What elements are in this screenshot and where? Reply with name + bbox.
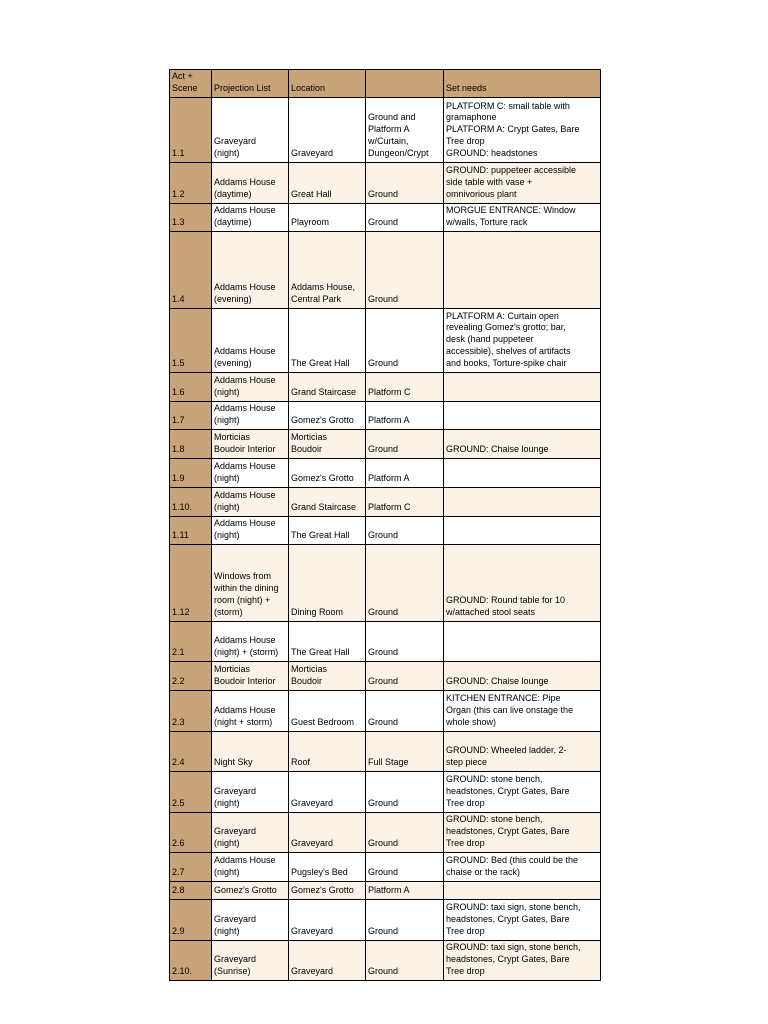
platform-cell: Full Stage [366, 731, 444, 771]
scene-cell: 2.2 [170, 661, 212, 690]
platform-cell: Ground [366, 203, 444, 231]
header-platform [366, 70, 444, 98]
table-row [170, 852, 601, 881]
scene-cell: 1.1 [170, 97, 212, 162]
projection-cell: Addams House (evening) [212, 231, 289, 308]
scene-cell: 1.10. [170, 487, 212, 516]
projection-cell: Gomez's Grotto [212, 881, 289, 899]
set-needs-cell: GROUND: Wheeled ladder, 2- step piece [444, 731, 601, 771]
table-row [170, 487, 601, 516]
table-row [170, 516, 601, 544]
projection-cell: Morticias Boudoir Interior [212, 429, 289, 458]
set-needs-cell: GROUND: stone bench, headstones, Crypt Gates, Bare Tree drop [444, 812, 601, 852]
scene-cell: 1.3 [170, 203, 212, 231]
scene-cell: 2.10. [170, 940, 212, 980]
set-needs-cell: GROUND: Chaise lounge [444, 429, 601, 458]
table-row [170, 621, 601, 661]
set-needs-cell: MORGUE ENTRANCE: Window w/walls, Torture rack [444, 203, 601, 231]
location-cell: Graveyard [289, 812, 366, 852]
projection-cell: Addams House (night) [212, 516, 289, 544]
set-needs-cell: GROUND: stone bench, headstones, Crypt Gates, Bare Tree drop [444, 771, 601, 812]
table-row [170, 372, 601, 401]
platform-cell: Ground [366, 940, 444, 980]
platform-cell: Ground [366, 621, 444, 661]
platform-cell: Platform C [366, 372, 444, 401]
platform-cell: Ground [366, 429, 444, 458]
projection-cell: Graveyard (Sunrise) [212, 940, 289, 980]
projection-cell: Graveyard (night) [212, 97, 289, 162]
set-needs-cell: GROUND: taxi sign, stone bench, headstones, Crypt Gates, Bare Tree drop [444, 899, 601, 940]
scene-cell: 1.5 [170, 308, 212, 372]
platform-cell: Ground [366, 690, 444, 731]
table-row [170, 881, 601, 899]
platform-cell: Ground [366, 899, 444, 940]
table-row [170, 429, 601, 458]
scene-cell: 2.4 [170, 731, 212, 771]
scene-cell: 1.8 [170, 429, 212, 458]
location-cell: Gomez's Grotto [289, 401, 366, 429]
set-needs-cell [444, 372, 601, 401]
set-needs-cell [444, 516, 601, 544]
platform-cell: Ground [366, 812, 444, 852]
location-cell: Guest Bedroom [289, 690, 366, 731]
platform-cell: Ground [366, 852, 444, 881]
table-row [170, 203, 601, 231]
table-row [170, 544, 601, 621]
projection-cell: Addams House (evening) [212, 308, 289, 372]
set-needs-cell [444, 231, 601, 308]
set-needs-cell: GROUND: Bed (this could be the chaise or the rack) [444, 852, 601, 881]
projection-cell: Addams House (night + storm) [212, 690, 289, 731]
projection-cell: Addams House (night) [212, 852, 289, 881]
scene-cell: 2.3 [170, 690, 212, 731]
location-cell: Great Hall [289, 162, 366, 203]
location-cell: Graveyard [289, 771, 366, 812]
scene-cell: 2.7 [170, 852, 212, 881]
set-needs-cell: PLATFORM C: small table with gramaphone PLATFORM A: Crypt Gates, Bare Tree drop GROUND: headstones [444, 97, 601, 162]
scene-cell: 1.9 [170, 458, 212, 487]
projection-cell: Addams House (night) [212, 372, 289, 401]
header-row [170, 70, 601, 98]
platform-cell: Ground [366, 516, 444, 544]
header-set-needs: Set needs [444, 70, 601, 98]
table-row [170, 690, 601, 731]
platform-cell: Platform A [366, 401, 444, 429]
scene-cell: 1.4 [170, 231, 212, 308]
platform-cell: Platform A [366, 881, 444, 899]
projection-cell: Addams House (night) + (storm) [212, 621, 289, 661]
location-cell: Morticias Boudoir [289, 661, 366, 690]
platform-cell: Ground and Platform A w/Curtain, Dungeon/Crypt [366, 97, 444, 162]
location-cell: Dining Room [289, 544, 366, 621]
scene-cell: 2.6 [170, 812, 212, 852]
scene-cell: 1.7 [170, 401, 212, 429]
scene-cell: 2.5 [170, 771, 212, 812]
scene-cell: 2.9 [170, 899, 212, 940]
location-cell: The Great Hall [289, 516, 366, 544]
platform-cell: Platform C [366, 487, 444, 516]
table-row [170, 401, 601, 429]
table-row [170, 308, 601, 372]
set-needs-cell [444, 621, 601, 661]
set-needs-cell: PLATFORM A: Curtain open revealing Gomez's grotto; bar, desk (hand puppeteer accessible), shelves of artifacts and books, Torture-spike chair [444, 308, 601, 372]
set-needs-cell: GROUND: Chaise lounge [444, 661, 601, 690]
set-needs-cell [444, 487, 601, 516]
location-cell: The Great Hall [289, 621, 366, 661]
scene-cell: 1.2 [170, 162, 212, 203]
table-row [170, 940, 601, 980]
scene-cell: 1.11 [170, 516, 212, 544]
location-cell: Grand Staircase [289, 372, 366, 401]
location-cell: The Great Hall [289, 308, 366, 372]
location-cell: Gomez's Grotto [289, 881, 366, 899]
set-needs-cell [444, 881, 601, 899]
platform-cell: Ground [366, 544, 444, 621]
scene-cell: 1.6 [170, 372, 212, 401]
table-row [170, 812, 601, 852]
platform-cell: Ground [366, 231, 444, 308]
table-row [170, 731, 601, 771]
platform-cell: Ground [366, 661, 444, 690]
set-needs-cell: KITCHEN ENTRANCE: Pipe Organ (this can live onstage the whole show) [444, 690, 601, 731]
table-row [170, 899, 601, 940]
platform-cell: Platform A [366, 458, 444, 487]
table-row [170, 97, 601, 162]
table-row [170, 231, 601, 308]
projection-cell: Windows from within the dining room (night) + (storm) [212, 544, 289, 621]
scene-cell: 2.8 [170, 881, 212, 899]
projection-cell: Night Sky [212, 731, 289, 771]
location-cell: Addams House, Central Park [289, 231, 366, 308]
set-needs-cell [444, 458, 601, 487]
projection-cell: Addams House (daytime) [212, 162, 289, 203]
location-cell: Playroom [289, 203, 366, 231]
set-needs-cell: GROUND: puppeteer accessible side table with vase + omnivorious plant [444, 162, 601, 203]
location-cell: Graveyard [289, 940, 366, 980]
table-row [170, 771, 601, 812]
location-cell: Gomez's Grotto [289, 458, 366, 487]
location-cell: Morticias Boudoir [289, 429, 366, 458]
projection-cell: Addams House (daytime) [212, 203, 289, 231]
scene-cell: 2.1 [170, 621, 212, 661]
location-cell: Grand Staircase [289, 487, 366, 516]
projection-cell: Addams House (night) [212, 401, 289, 429]
projection-cell: Addams House (night) [212, 487, 289, 516]
platform-cell: Ground [366, 308, 444, 372]
location-cell: Pugsley's Bed [289, 852, 366, 881]
location-cell: Graveyard [289, 899, 366, 940]
set-needs-cell [444, 401, 601, 429]
header-projection: Projection List [212, 70, 289, 98]
table-row [170, 661, 601, 690]
set-needs-cell: GROUND: taxi sign, stone bench, headstones, Crypt Gates, Bare Tree drop [444, 940, 601, 980]
set-needs-cell: GROUND: Round table for 10 w/attached stool seats [444, 544, 601, 621]
projection-cell: Graveyard (night) [212, 812, 289, 852]
projection-cell: Morticias Boudoir Interior [212, 661, 289, 690]
table-row [170, 162, 601, 203]
location-cell: Roof [289, 731, 366, 771]
header-location: Location [289, 70, 366, 98]
projection-cell: Graveyard (night) [212, 899, 289, 940]
platform-cell: Ground [366, 162, 444, 203]
scene-cell: 1.12 [170, 544, 212, 621]
platform-cell: Ground [366, 771, 444, 812]
projection-cell: Addams House (night) [212, 458, 289, 487]
header-scene: Act + Scene [170, 70, 212, 98]
location-cell: Graveyard [289, 97, 366, 162]
scene-breakdown-table [169, 69, 601, 981]
projection-cell: Graveyard (night) [212, 771, 289, 812]
table-row [170, 458, 601, 487]
